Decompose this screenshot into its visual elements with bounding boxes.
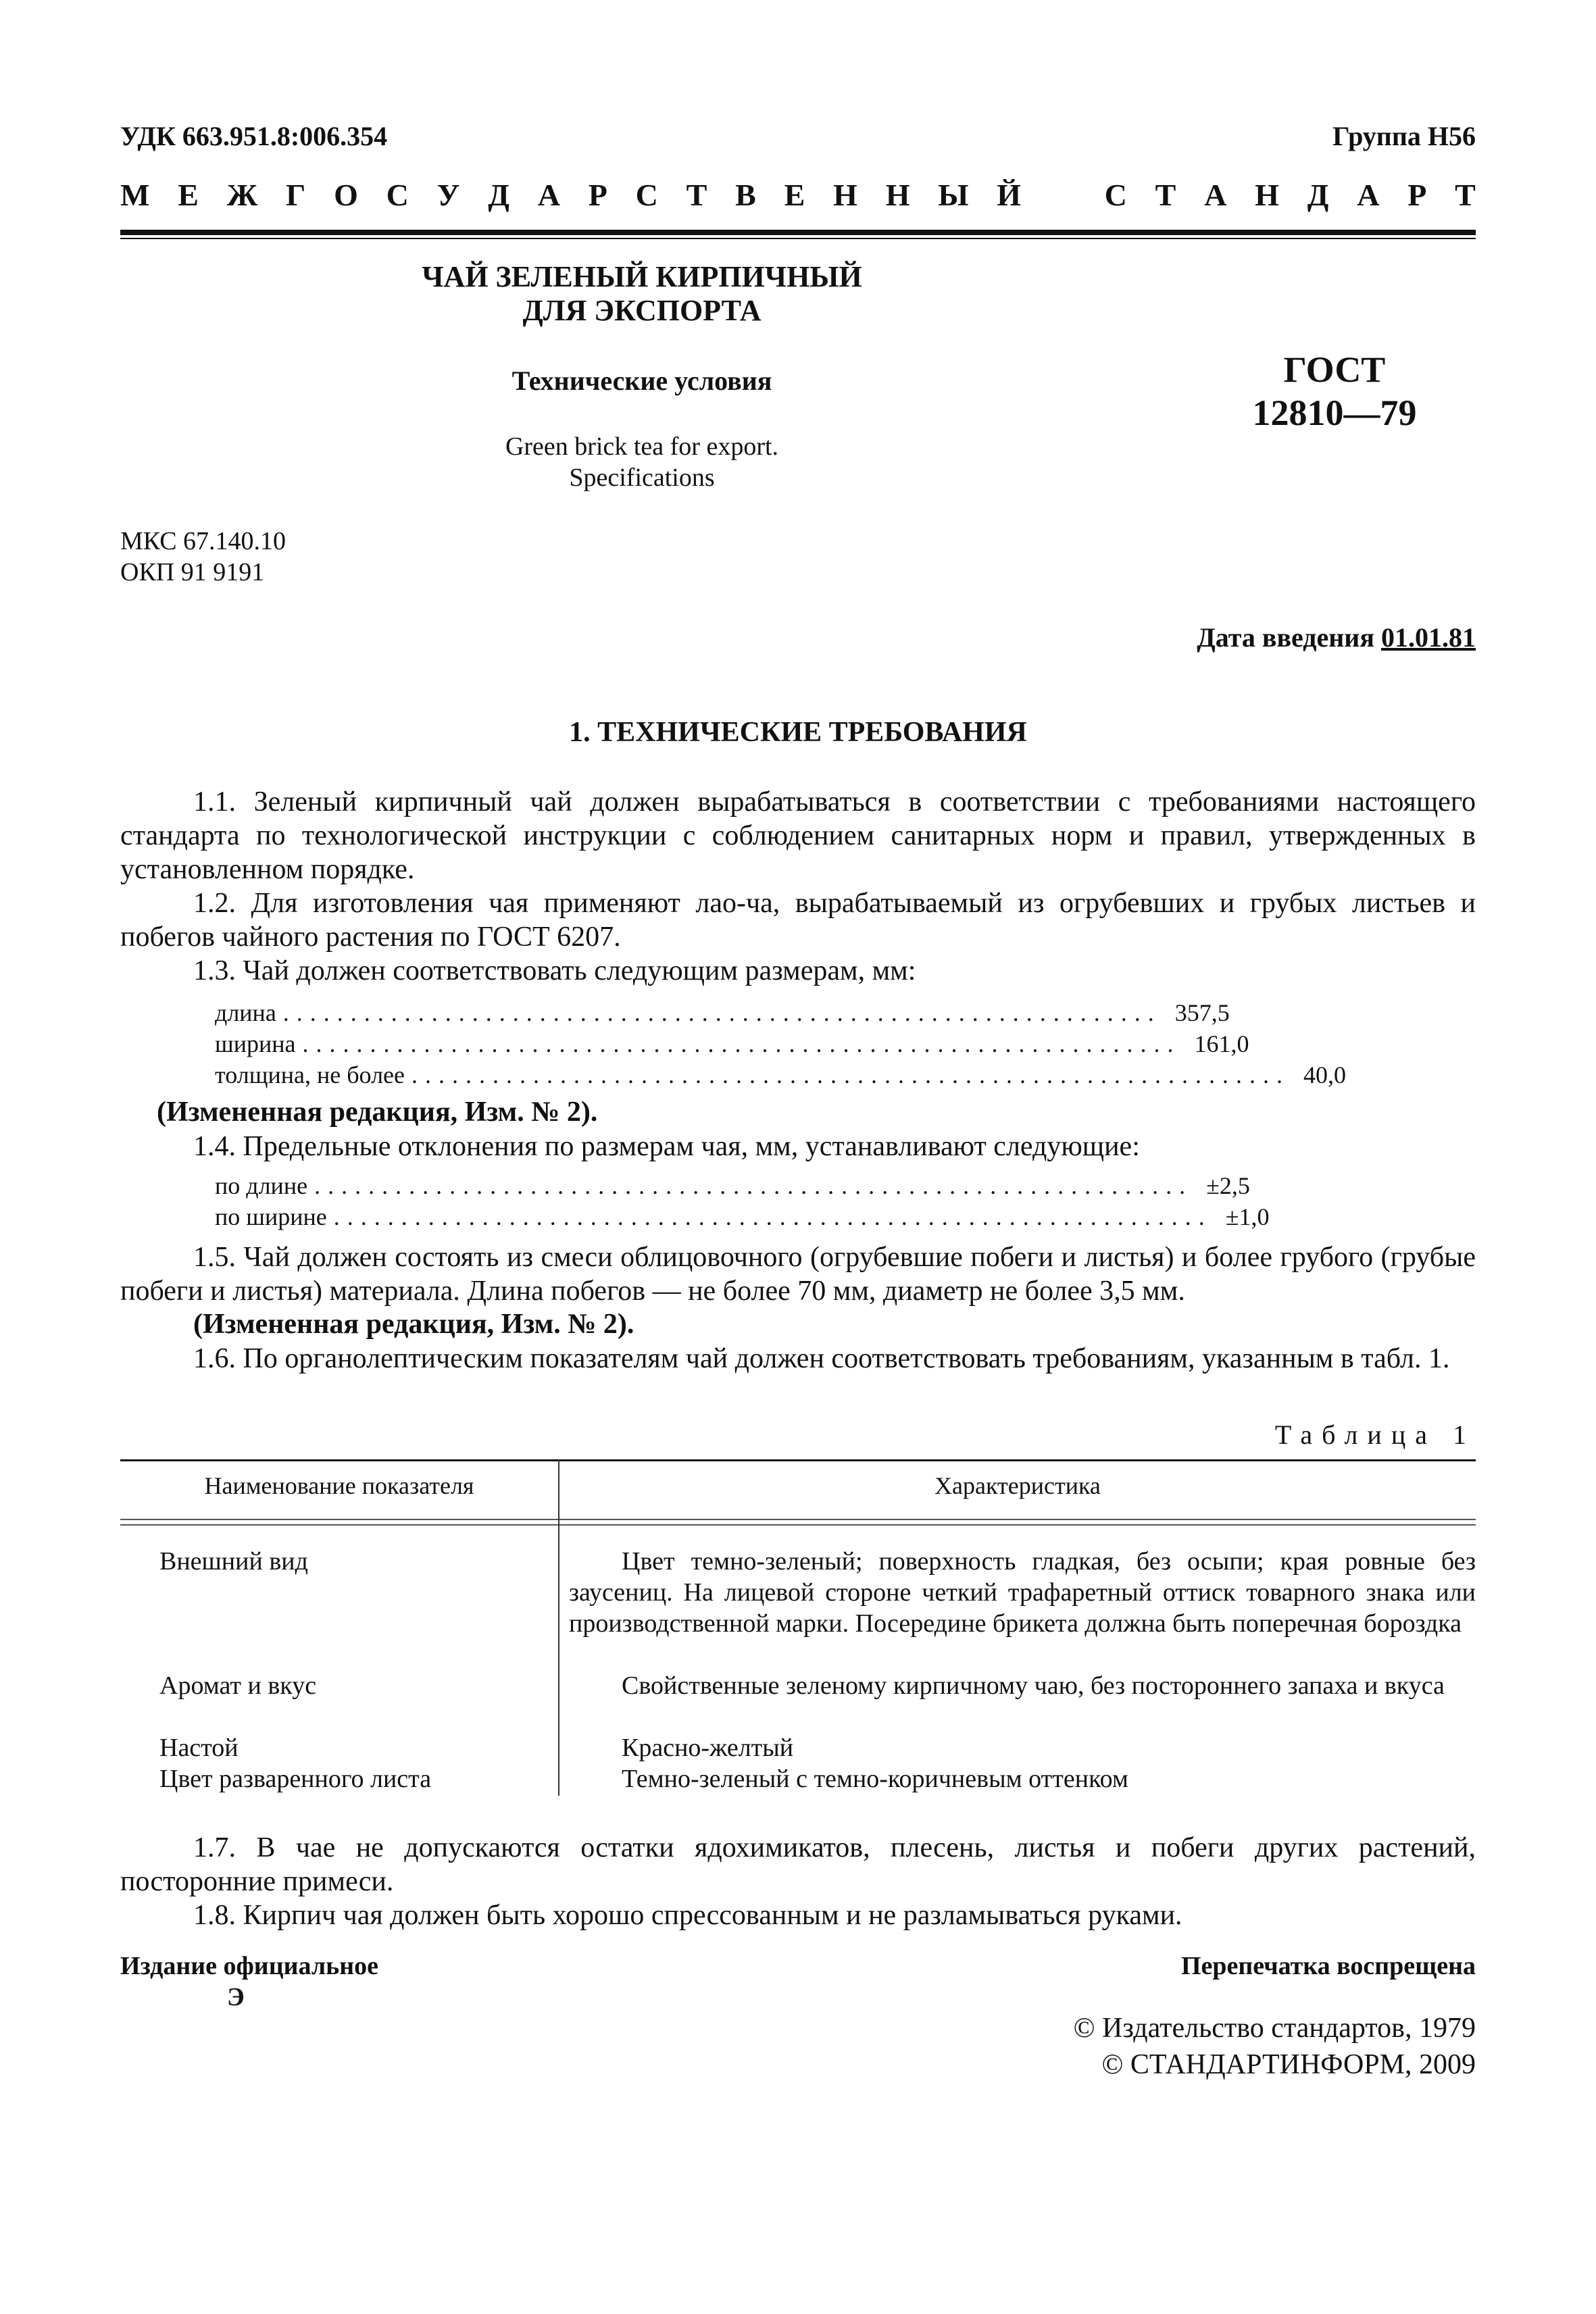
paragraph-1-4: 1.4. Предельные отклонения по размерам чая, мм, устанавливают следующие:	[193, 1131, 1140, 1162]
table-row-value: Красно-желтый	[622, 1734, 794, 1762]
paragraph-1-1: 1.1. Зеленый кирпичный чай должен вырабатываться в соответствии с требованиями настоящего стандарта по технологической инструкции с соблюдением санитарных норм и правил, утвержденных в установленном порядке.	[120, 786, 1476, 885]
standard-type-heading: М Е Ж Г О С У Д А Р С Т В Е Н Н Ы Й С Т А Н Д А Р Т	[120, 178, 1476, 212]
paragraph-1-8: 1.8. Кирпич чая должен быть хорошо спрессованным и не разламываться руками.	[193, 1900, 1182, 1931]
group-code: Группа Н56	[1332, 121, 1476, 151]
reprint-notice: Перепечатка воспрещена	[1180, 1952, 1476, 1980]
section-heading: 1. ТЕХНИЧЕСКИЕ ТРЕБОВАНИЯ	[569, 717, 1027, 748]
table-header-rule	[120, 1524, 1476, 1526]
dimensions-list	[215, 997, 1346, 1090]
edition-label: Издание официальное	[120, 1952, 379, 1980]
table-row-name: Аромат и вкус	[159, 1671, 317, 1700]
header-rule-thick	[120, 230, 1476, 235]
udk-code: УДК 663.951.8:006.354	[120, 121, 388, 151]
document-title: ЧАЙ ЗЕЛЕНЫЙ КИРПИЧНЫЙ ДЛЯ ЭКСПОРТА	[422, 260, 862, 327]
table-column-divider	[558, 1459, 559, 1796]
paragraph-1-6: 1.6. По органолептическим показателям чай должен соответствовать требованиям, указанным в табл. 1.	[193, 1343, 1450, 1374]
table-row-value: Темно-зеленый с темно-коричневым оттенком	[622, 1765, 1128, 1793]
okp-code: ОКП 91 9191	[120, 558, 265, 586]
table-header-characteristic: Характеристика	[934, 1472, 1101, 1499]
gost-number: ГОСТ 12810—79	[1252, 349, 1417, 433]
paragraph-1-3: 1.3. Чай должен соответствовать следующим размерам, мм:	[193, 955, 916, 986]
table-row-value: Цвет темно-зеленый; поверхность гладкая, без осыпи; края ровные без заусениц. На лицевой стороне четкий трафаретный оттиск товарного знака или производственной марки. Посередине брикета должна быть поперечная бороздка	[569, 1547, 1476, 1638]
edit-note: (Измененная редакция, Изм. № 2).	[157, 1097, 598, 1128]
tolerance-row: по ширине ................................................................. ±1,0	[215, 1203, 1270, 1230]
paragraph-1-7: 1.7. В чае не допускаются остатки ядохимикатов, плесень, листья и побеги других растений, посторонние примеси.	[120, 1832, 1476, 1897]
edition-mark: Э	[227, 1983, 245, 2011]
table-row-name: Внешний вид	[159, 1547, 308, 1576]
tolerances-list	[215, 1170, 1270, 1232]
document-subtitle: Технические условия	[512, 366, 772, 396]
paragraph-1-2: 1.2. Для изготовления чая применяют лао-ча, вырабатываемый из огрубевших и грубых листьев и побегов чайного растения по ГОСТ 6207.	[120, 888, 1476, 953]
mks-code: МКС 67.140.10	[120, 527, 286, 555]
table-row-name: Цвет разваренного листа	[159, 1765, 432, 1793]
table-top-rule	[120, 1459, 1476, 1461]
dimension-row: толщина, не более ................................................................. 40,0	[215, 1061, 1346, 1088]
introduction-date: Дата введения 01.01.81	[1197, 622, 1476, 653]
table-row-name: Настой	[159, 1734, 239, 1762]
table-header-rule	[120, 1519, 1476, 1520]
header-rule-thin	[120, 238, 1476, 239]
copyright: © Издательство стандартов, 1979 © СТАНДАРТИНФОРМ, 2009	[1073, 2013, 1476, 2080]
table-caption: Таблица 1	[1274, 1419, 1476, 1450]
table-row-value: Свойственные зеленому кирпичному чаю, без постороннего запаха и вкуса	[622, 1671, 1445, 1700]
table-header-name: Наименование показателя	[204, 1472, 474, 1499]
edit-note: (Измененная редакция, Изм. № 2).	[193, 1309, 634, 1340]
tolerance-row: по длине ................................................................. ±2,5	[215, 1172, 1250, 1199]
dimension-row: длина ................................................................. 357,5	[215, 999, 1230, 1026]
english-title: Green brick tea for export. Specifications	[505, 432, 779, 492]
paragraph-1-5: 1.5. Чай должен состоять из смеси облицовочного (огрубевшие побеги и листья) и более грубого (грубые побеги и листья) материала. Длина побегов — не более 70 мм, диаметр не более 3,5 мм.	[120, 1242, 1476, 1307]
classification-codes	[120, 526, 286, 588]
dimension-row: ширина ................................................................. 161,0	[215, 1030, 1249, 1057]
